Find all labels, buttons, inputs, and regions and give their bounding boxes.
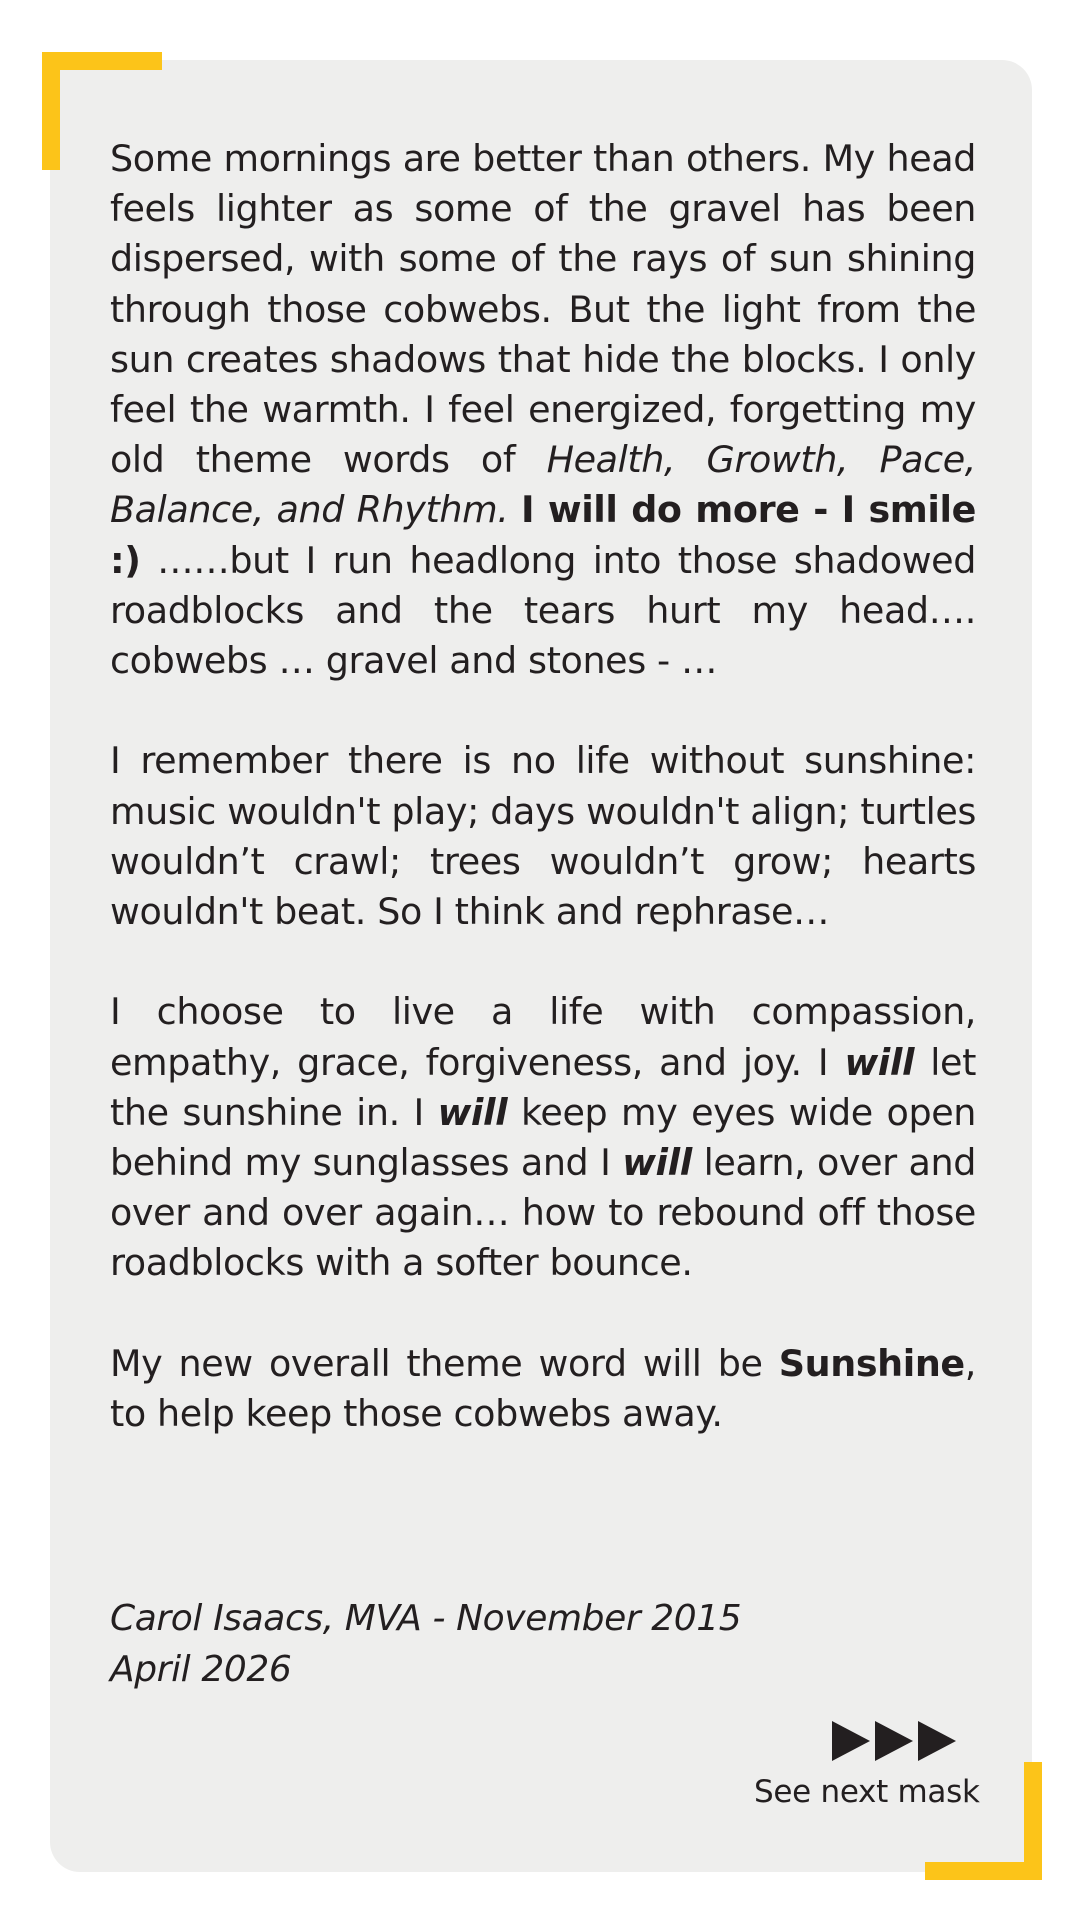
paragraph-1 — [110, 134, 976, 686]
paragraph-3-text-b: let the sunshine in. I — [110, 1040, 976, 1134]
smile-phrase: I will do more - I smile :) — [110, 488, 976, 582]
see-next-mask-link[interactable]: See next mask — [754, 1774, 980, 1810]
new-theme-word: Sunshine — [778, 1341, 965, 1385]
emphasis-will-1: will — [844, 1040, 915, 1084]
signature-date: April 2026 — [110, 1648, 292, 1690]
play-arrow-icon — [918, 1721, 956, 1761]
paragraph-1-text: Some mornings are better than others. My head feels lighter as some of the gravel has been dispersed, with some of the rays of sun shining through those cobwebs. But the light from the sun creates shadows that hide the blocks. I only feel the warmth. I feel energized, forgetting my old theme words of — [110, 137, 976, 482]
corner-accent-bottom-right-vertical — [1024, 1762, 1042, 1880]
paragraph-3-text-a: I choose to live a life with compassion, empathy, grace, forgiveness, and joy. I — [110, 990, 976, 1084]
paragraph-4-text-a: My new overall theme word will be — [110, 1341, 779, 1385]
paragraph-4 — [110, 1339, 976, 1439]
paragraph-3-text-c: keep my eyes wide open behind my sunglasses and I — [110, 1090, 977, 1185]
paragraph-1-continuation: ……but I run headlong into those shadowed roadblocks and the tears hurt my head…. cobwebs … gravel and stones - … — [110, 538, 976, 683]
poem-body — [110, 134, 976, 1489]
play-arrow-icon — [875, 1721, 913, 1761]
corner-accent-top-left-vertical — [42, 52, 60, 170]
triple-play-arrow-icon[interactable] — [832, 1718, 956, 1764]
emphasis-will-3: will — [622, 1141, 692, 1185]
corner-accent-top-left — [42, 52, 162, 70]
play-arrow-icon — [832, 1721, 870, 1761]
signature-author: Carol Isaacs, MVA - November 2015 — [110, 1598, 742, 1639]
emphasis-will-2: will — [437, 1090, 508, 1134]
paragraph-2: I remember there is no life without sunshine: music wouldn't play; days wouldn't align; turtles wouldn’t crawl; trees wouldn’t grow; hearts wouldn't beat. So I think and rephrase… — [110, 739, 976, 934]
paragraph-4-text-b: , to help keep those cobwebs away. — [110, 1341, 976, 1436]
signature — [110, 1594, 741, 1695]
old-theme-words: Health, Growth, Pace, Balance, and Rhythm. — [110, 438, 976, 532]
paragraph-3 — [110, 987, 976, 1288]
paragraph-3-text-d: learn, over and over and over again… how to rebound off those roadblocks with a softer bounce. — [110, 1141, 977, 1285]
